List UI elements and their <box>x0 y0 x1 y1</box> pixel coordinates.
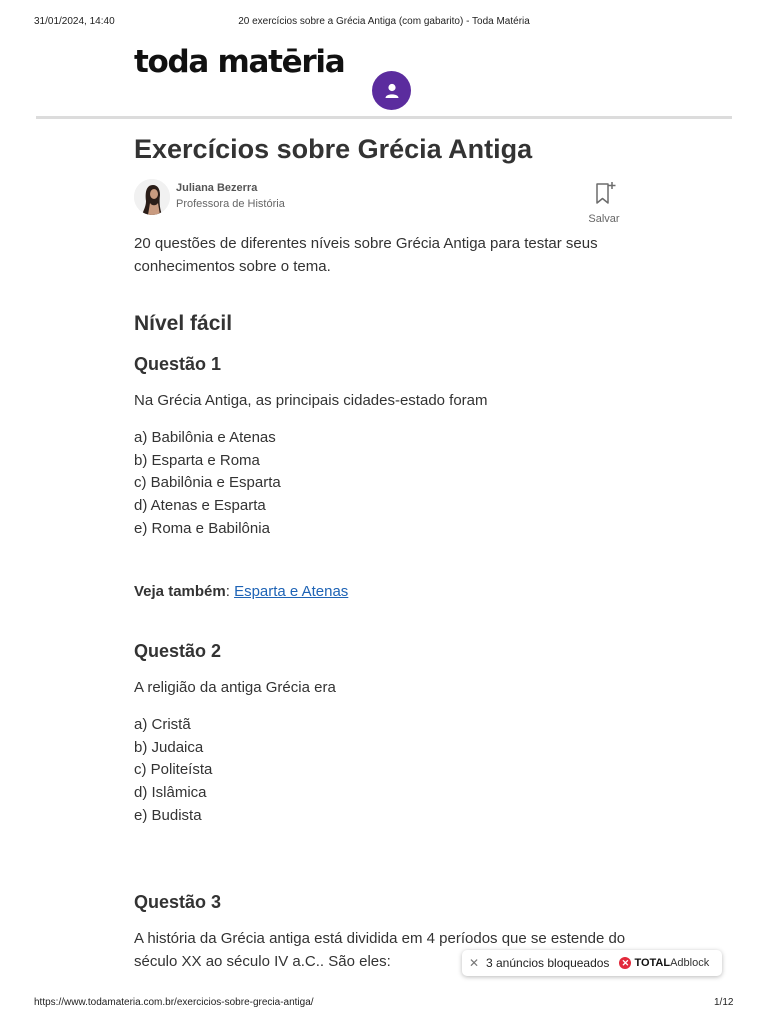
option-item: e) Roma e Babilônia <box>134 519 270 537</box>
section-title: Nível fácil <box>134 312 233 335</box>
see-also: Veja também: Esparta e Atenas <box>134 583 349 600</box>
save-label: Salvar <box>588 213 620 225</box>
print-url: https://www.todamateria.com.br/exercicios-sobre-grecia-antiga/ <box>34 997 314 1008</box>
adblock-message: 3 anúncios bloqueados <box>486 956 610 970</box>
author-name[interactable]: Juliana Bezerra <box>176 182 258 194</box>
option-item: d) Atenas e Esparta <box>134 497 266 515</box>
author-role: Professora de História <box>176 198 285 210</box>
adblock-brand-adblock: Adblock <box>670 957 710 969</box>
adblock-toast <box>462 950 722 976</box>
see-also-link[interactable]: Esparta e Atenas <box>234 583 349 600</box>
question-2-text: A religião da antiga Grécia era <box>134 679 336 696</box>
question-1-text: Na Grécia Antiga, as principais cidades-estado foram <box>134 392 488 409</box>
header-divider <box>36 116 732 119</box>
question-1-title: Questão 1 <box>134 354 222 374</box>
option-item: c) Politeísta <box>134 761 213 779</box>
option-item: a) Cristã <box>134 716 191 733</box>
print-page-title: 20 exercícios sobre a Grécia Antiga (com gabarito) - Toda Matéria <box>238 16 530 27</box>
question-2-title: Questão 2 <box>134 641 222 661</box>
question-3-text: A história da Grécia antiga está dividida em 4 períodos que se estende do século XX ao século IV a.C.. São eles: <box>134 930 626 970</box>
question-1-options <box>134 427 281 541</box>
adblock-logo-icon: ✕ <box>619 957 631 969</box>
author-photo-icon <box>134 179 170 215</box>
question-2-options <box>134 714 212 828</box>
option-item: b) Judaica <box>134 738 204 756</box>
print-page-number: 1/12 <box>714 997 734 1008</box>
option-item: b) Esparta e Roma <box>134 451 260 469</box>
article-intro: 20 questões de diferentes níveis sobre Grécia Antiga para testar seus conhecimentos sobre o tema. <box>134 235 598 275</box>
see-also-label: Veja também <box>134 583 226 600</box>
option-item: a) Babilônia e Atenas <box>134 429 276 446</box>
option-item: c) Babilônia e Esparta <box>134 474 281 492</box>
user-icon <box>382 81 402 101</box>
close-icon[interactable]: ✕ <box>468 956 480 970</box>
user-account-button[interactable] <box>372 71 411 110</box>
option-item: e) Budista <box>134 806 202 824</box>
bookmark-add-icon <box>591 180 617 206</box>
option-item: d) Islâmica <box>134 784 207 802</box>
adblock-brand-total: TOTAL <box>634 957 671 969</box>
author-avatar[interactable] <box>134 179 170 215</box>
save-button[interactable] <box>584 180 624 225</box>
page-title: Exercícios sobre Grécia Antiga <box>134 134 533 164</box>
adblock-brand[interactable] <box>619 957 709 969</box>
question-3-title: Questão 3 <box>134 892 222 912</box>
site-logo[interactable]: toda matēria <box>134 44 345 80</box>
print-date: 31/01/2024, 14:40 <box>34 16 115 27</box>
